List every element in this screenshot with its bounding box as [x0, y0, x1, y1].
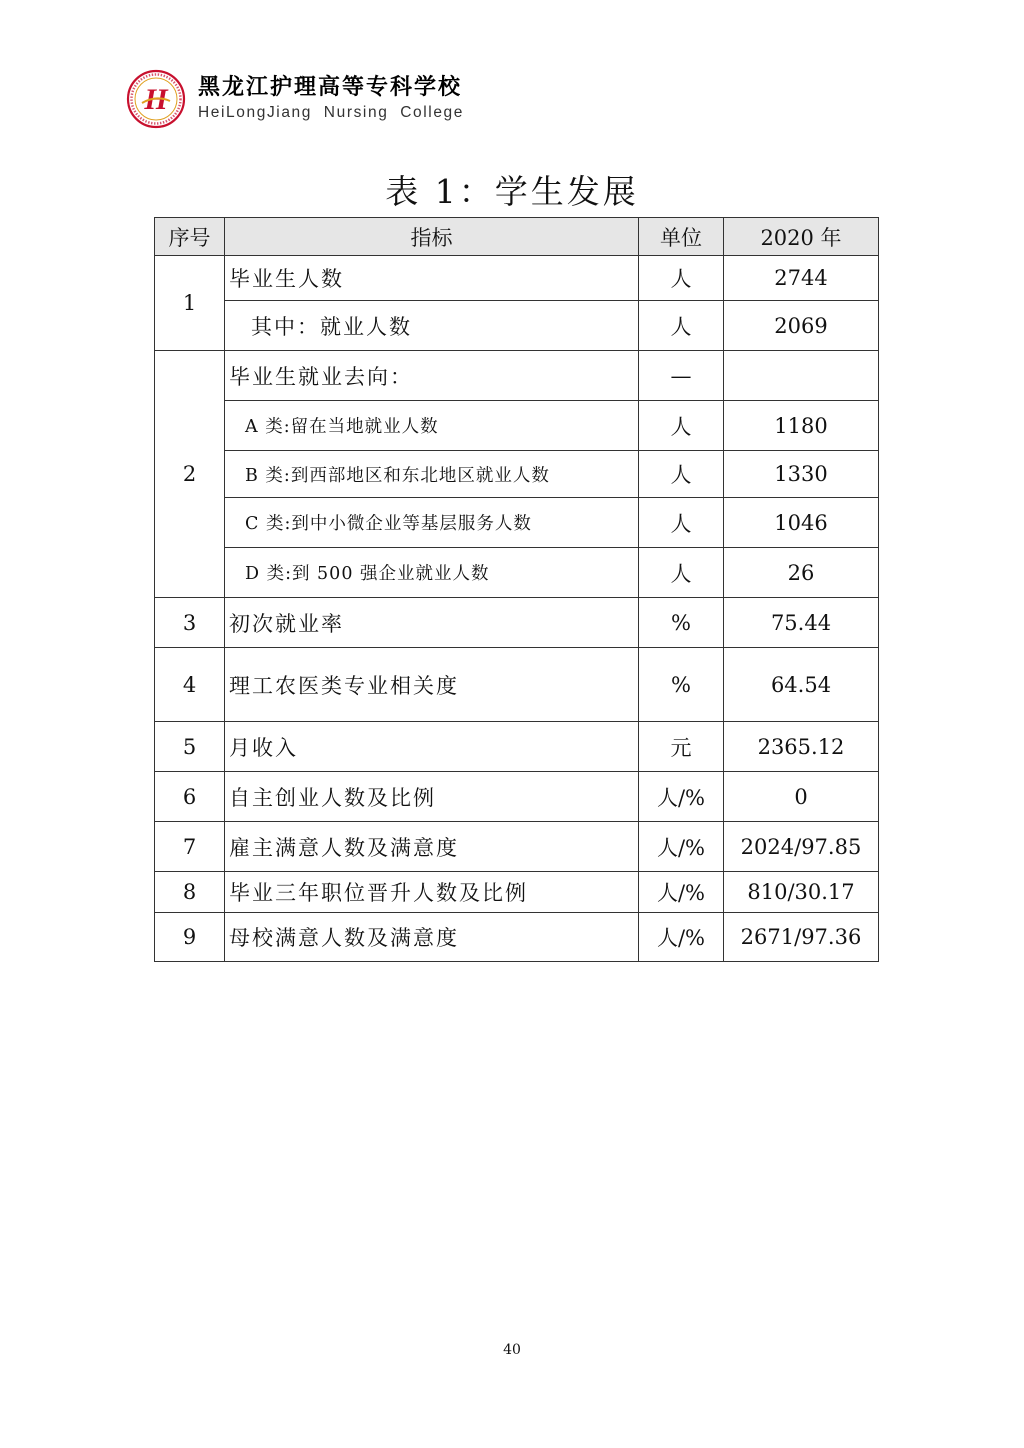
row-seq: 9 [155, 913, 225, 962]
row-value: 1330 [724, 451, 879, 498]
row-indicator: 母校满意人数及满意度 [225, 913, 639, 962]
row-value: 2671/97.36 [724, 913, 879, 962]
row-seq: 7 [155, 822, 225, 872]
table-row [155, 598, 879, 648]
row-indicator: 毕业生人数 [225, 256, 639, 301]
table-row [155, 722, 879, 772]
row-seq: 8 [155, 872, 225, 913]
table-row [155, 401, 879, 451]
page-number: 40 [503, 1342, 521, 1358]
row-unit: 人/% [639, 772, 724, 822]
row-unit: 人 [639, 548, 724, 598]
row-value: 2365.12 [724, 722, 879, 772]
row-unit: 人 [639, 256, 724, 301]
row-value: 26 [724, 548, 879, 598]
row-unit: 人 [639, 498, 724, 548]
table-title: 表 1：学生发展 [385, 172, 639, 211]
table-row [155, 498, 879, 548]
row-unit: 人 [639, 401, 724, 451]
header-unit: 单位 [639, 218, 724, 256]
row-indicator: C 类:到中小微企业等基层服务人数 [225, 498, 639, 548]
row-value: 810/30.17 [724, 872, 879, 913]
row-indicator: B 类:到西部地区和东北地区就业人数 [225, 451, 639, 498]
row-unit: — [639, 351, 724, 401]
row-indicator: 毕业生就业去向： [225, 351, 639, 401]
row-value: 2744 [724, 256, 879, 301]
row-seq: 3 [155, 598, 225, 648]
table-row [155, 548, 879, 598]
row-unit: 人/% [639, 913, 724, 962]
row-seq: 5 [155, 722, 225, 772]
row-unit: 人/% [639, 822, 724, 872]
school-emblem-icon [126, 69, 186, 129]
row-indicator: 雇主满意人数及满意度 [225, 822, 639, 872]
school-name-cn: 黑龙江护理高等专科学校 [198, 75, 463, 100]
row-indicator: 自主创业人数及比例 [225, 772, 639, 822]
header-seq: 序号 [155, 218, 225, 256]
row-value: 1046 [724, 498, 879, 548]
row-value [724, 351, 879, 401]
table-row [155, 822, 879, 872]
row-unit: % [639, 648, 724, 722]
row-seq: 2 [155, 351, 225, 598]
table-row [155, 301, 879, 351]
row-value: 2069 [724, 301, 879, 351]
row-indicator: 理工农医类专业相关度 [225, 648, 639, 722]
row-indicator: 初次就业率 [225, 598, 639, 648]
row-unit: 元 [639, 722, 724, 772]
row-unit: 人 [639, 451, 724, 498]
header-year: 2020 年 [724, 218, 879, 256]
svg-text:H: H [144, 83, 168, 116]
table-row [155, 772, 879, 822]
row-value: 0 [724, 772, 879, 822]
table-row [155, 451, 879, 498]
row-value: 64.54 [724, 648, 879, 722]
row-indicator: 其中：就业人数 [225, 301, 639, 351]
row-seq: 4 [155, 648, 225, 722]
page-header [126, 68, 464, 130]
table-header-row [155, 218, 879, 256]
row-indicator: 月收入 [225, 722, 639, 772]
header-indicator: 指标 [225, 218, 639, 256]
table-row [155, 351, 879, 401]
row-value: 1180 [724, 401, 879, 451]
student-development-table [154, 217, 879, 962]
table-row [155, 913, 879, 962]
row-indicator: 毕业三年职位晋升人数及比例 [225, 872, 639, 913]
row-seq: 1 [155, 256, 225, 351]
table-row [155, 872, 879, 913]
row-indicator: D 类:到 500 强企业就业人数 [225, 548, 639, 598]
row-indicator: A 类:留在当地就业人数 [225, 401, 639, 451]
table-row [155, 256, 879, 301]
row-unit: 人/% [639, 872, 724, 913]
row-value: 2024/97.85 [724, 822, 879, 872]
row-unit: % [639, 598, 724, 648]
row-unit: 人 [639, 301, 724, 351]
row-value: 75.44 [724, 598, 879, 648]
table-row [155, 648, 879, 722]
school-name-en: HeiLongJiang Nursing College [198, 104, 464, 121]
row-seq: 6 [155, 772, 225, 822]
